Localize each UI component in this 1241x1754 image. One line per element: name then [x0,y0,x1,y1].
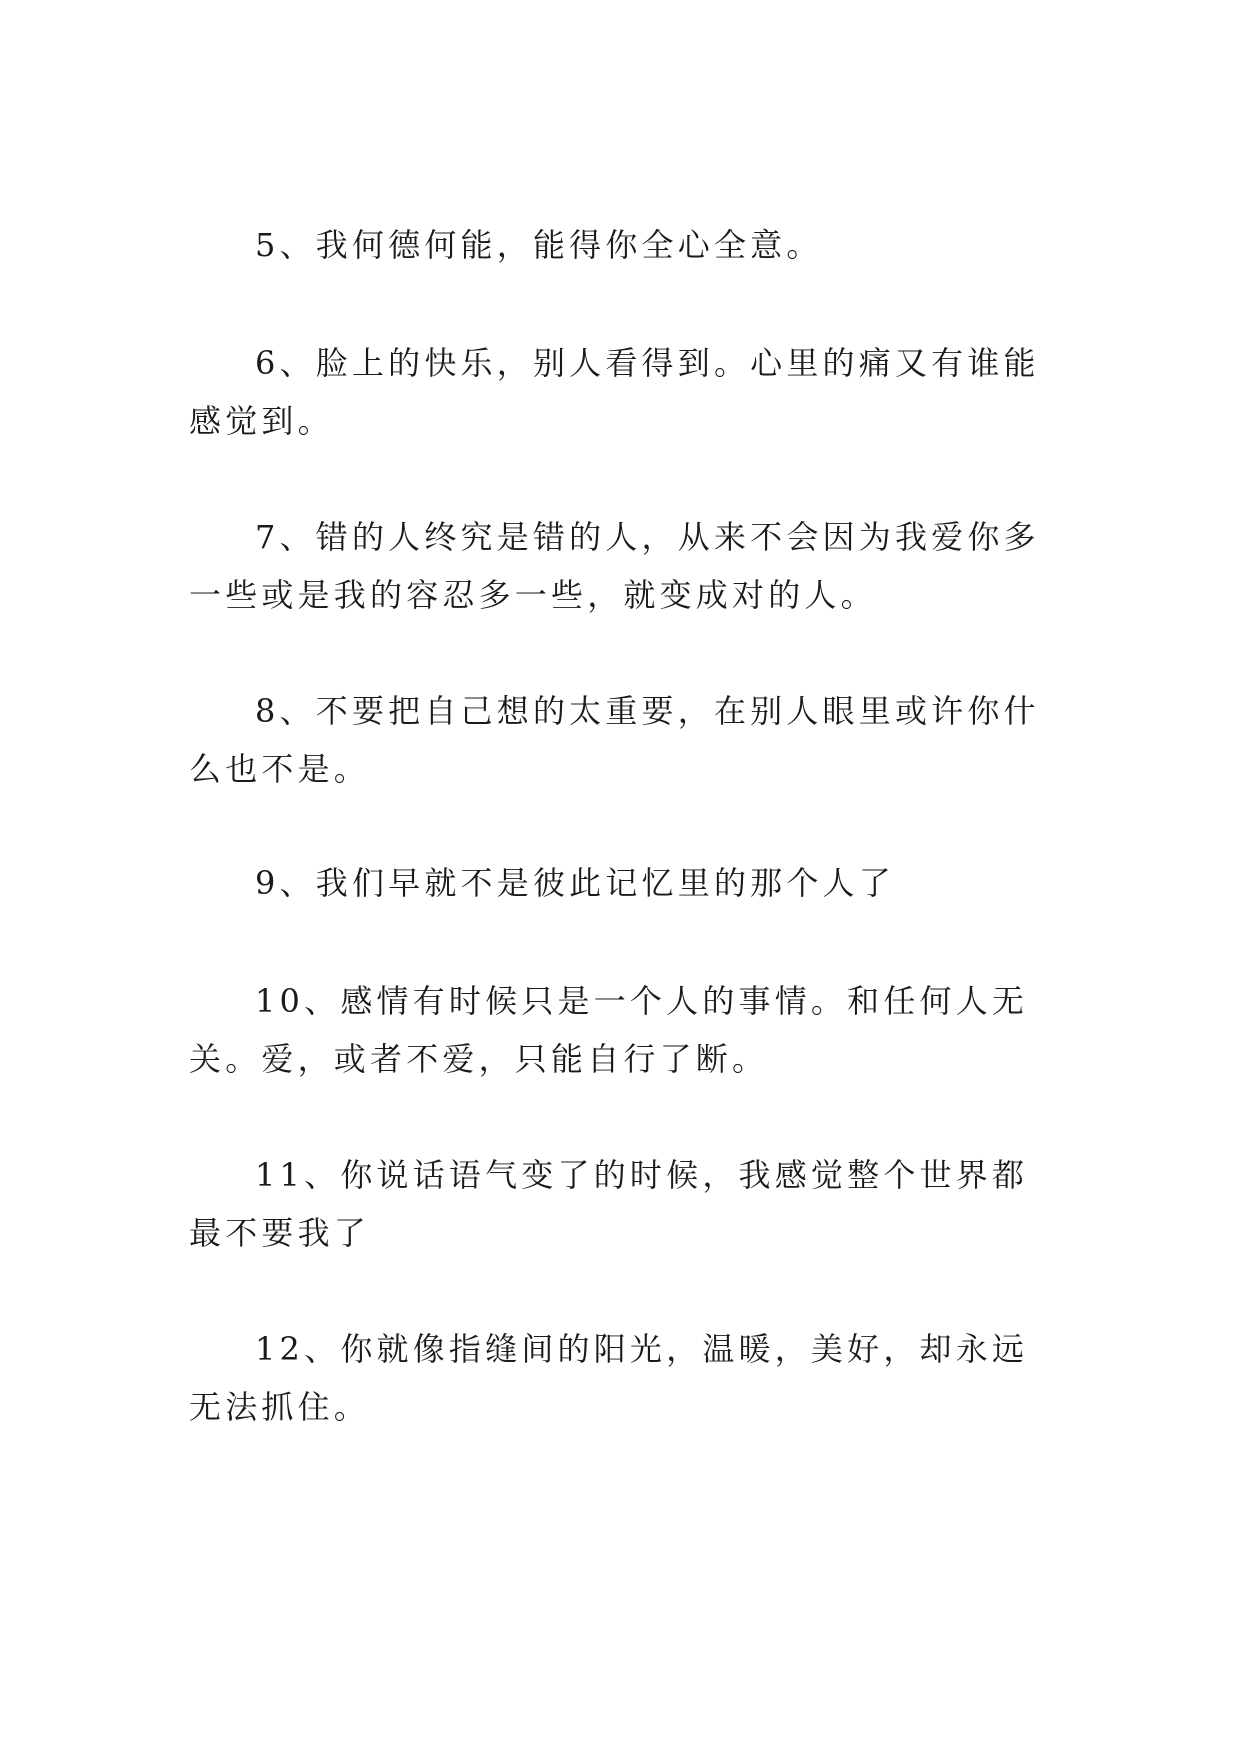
paragraph-6: 6、脸上的快乐，别人看得到。心里的痛又有谁能感觉到。 [189,344,1040,440]
paragraph-10: 10、感情有时候只是一个人的事情。和任何人无关。爱，或者不爱，只能自行了断。 [189,982,1029,1078]
paragraph-11: 11、你说话语气变了的时候，我感觉整个世界都最不要我了 [189,1156,1029,1252]
paragraph-5: 5、我何德何能，能得你全心全意。 [255,226,823,264]
paragraph-7: 7、错的人终究是错的人，从来不会因为我爱你多一些或是我的容忍多一些，就变成对的人。 [189,518,1040,614]
paragraph-8: 8、不要把自己想的太重要，在别人眼里或许你什么也不是。 [189,692,1040,788]
paragraph-12: 12、你就像指缝间的阳光，温暖，美好，却永远无法抓住。 [189,1330,1029,1426]
paragraph-9: 9、我们早就不是彼此记忆里的那个人了 [255,864,895,902]
